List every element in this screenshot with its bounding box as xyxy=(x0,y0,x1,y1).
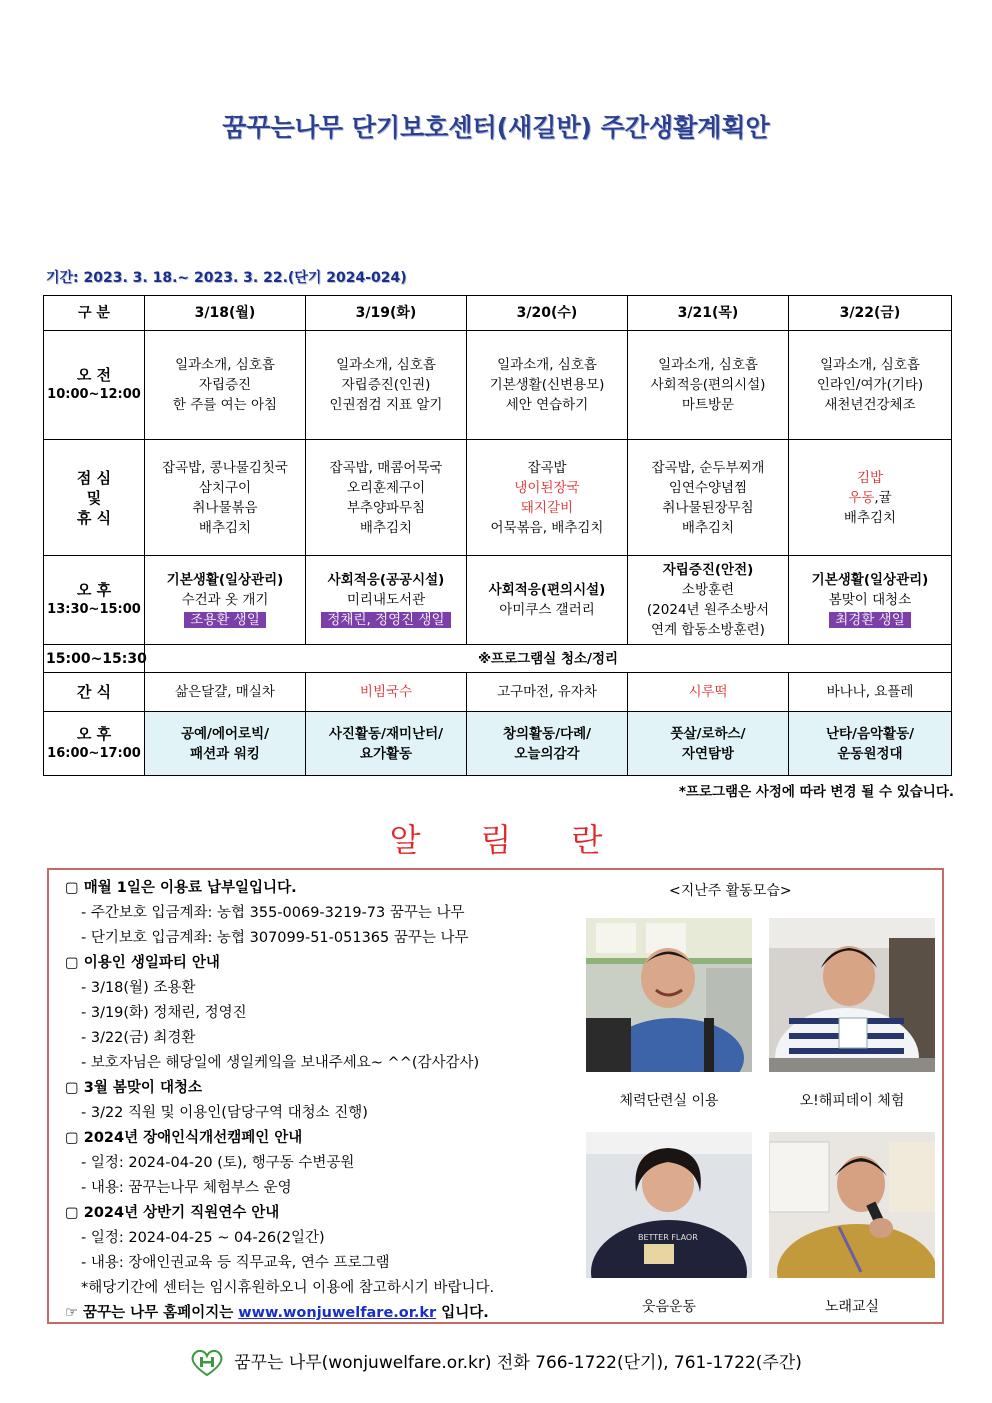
photo-caption: 노래교실 xyxy=(824,1299,880,1315)
homepage-link[interactable]: www.wonjuwelfare.or.kr xyxy=(238,1305,437,1321)
notice-item: - 일정: 2024-04-25 ~ 04-26(2일간) xyxy=(81,1230,325,1246)
notice-box xyxy=(47,868,944,1324)
row-label-morning: 오 전 10:00~12:00 xyxy=(44,331,145,440)
row-label-afternoon: 오 후 13:30~15:00 xyxy=(44,556,145,645)
late-afternoon-row xyxy=(44,712,952,776)
weekly-schedule-table xyxy=(43,295,952,776)
photo-caption: 오!해피데이 체험 xyxy=(799,1093,905,1109)
photo-caption: 웃음운동 xyxy=(641,1299,697,1315)
afternoon-cell: 기본생활(일상관리) 수건과 옷 개기 조용환 생일 xyxy=(145,556,306,645)
lunch-cell: 잡곡밥, 콩나물김칫국 삼치구이 취나물볶음 배추김치 xyxy=(145,440,306,556)
afternoon-cell: 사회적응(편의시설) 아미쿠스 갤러리 xyxy=(467,556,628,645)
day-header: 3/19(화) xyxy=(306,296,467,331)
notice-item: *해당기간에 센터는 임시휴원하오니 이용에 참고하시기 바랍니다. xyxy=(81,1280,495,1296)
activity-cell: 사진활동/재미난터/ 요가활동 xyxy=(306,712,467,776)
birthday-badge: 조용환 생일 xyxy=(184,612,266,628)
notice-item: - 3/18(월) 조용환 xyxy=(81,980,196,996)
afternoon-cell: 자립증진(안전) 소방훈련 (2024년 원주소방서 연계 합동소방훈련) xyxy=(628,556,789,645)
lunch-row xyxy=(44,440,952,556)
notice-heading: ▢ 매월 1일은 이용료 납부일입니다. xyxy=(65,880,297,896)
day-header: 3/21(목) xyxy=(628,296,789,331)
afternoon-cell: 기본생활(일상관리) 봄맞이 대청소 최경환 생일 xyxy=(789,556,952,645)
snack-cell: 고구마전, 유자차 xyxy=(467,673,628,712)
period-label: 기간: 2023. 3. 18.~ 2023. 3. 22.(단기 2024-024) xyxy=(46,270,407,286)
notice-item: - 단기보호 입금계좌: 농협 307099-51-051365 꿈꾸는 나무 xyxy=(81,930,469,946)
notice-item: - 3/22(금) 최경환 xyxy=(81,1030,196,1046)
notice-heading: ▢ 2024년 상반기 직원연수 안내 xyxy=(65,1205,280,1221)
lunch-cell: 잡곡밥, 순두부찌개 임연수양념찜 취나물된장무침 배추김치 xyxy=(628,440,789,556)
afternoon-row xyxy=(44,556,952,645)
cleanup-cell: ※프로그램실 청소/정리 xyxy=(145,645,952,673)
birthday-badge: 정채린, 정영진 생일 xyxy=(321,612,450,628)
notice-item: - 3/22 직원 및 이용인(담당구역 대청소 진행) xyxy=(81,1105,368,1121)
heart-logo-icon xyxy=(190,1350,224,1376)
cleanup-row xyxy=(44,645,952,673)
snack-row xyxy=(44,673,952,712)
morning-cell: 일과소개, 심호흡 사회적응(편의시설) 마트방문 xyxy=(628,331,789,440)
activity-cell: 창의활동/다례/ 오늘의감각 xyxy=(467,712,628,776)
morning-cell: 일과소개, 심호흡 자립증진(인권) 인권점검 지표 알기 xyxy=(306,331,467,440)
activity-cell: 난타/음악활동/ 운동원정대 xyxy=(789,712,952,776)
change-note: *프로그램은 사정에 따라 변경 될 수 있습니다. xyxy=(678,784,954,800)
photo-singing xyxy=(769,1132,935,1286)
row-label-snack: 간 식 xyxy=(44,673,145,712)
photo-gym xyxy=(586,918,752,1072)
snack-cell: 삶은달걀, 매실차 xyxy=(145,673,306,712)
notice-item: - 일정: 2024-04-20 (토), 행구동 수변공원 xyxy=(81,1155,355,1171)
page-title: 꿈꾸는나무 단기보호센터(새길반) 주간생활계획안 xyxy=(222,113,770,142)
notice-item: - 3/19(화) 정채린, 정영진 xyxy=(81,1005,247,1021)
row-label-late-afternoon: 오 후 16:00~17:00 xyxy=(44,712,145,776)
homepage-line: ☞ 꿈꾸는 나무 홈페이지는 www.wonjuwelfare.or.kr 입니다. xyxy=(65,1305,489,1321)
notice-heading: ▢ 이용인 생일파티 안내 xyxy=(65,955,220,971)
shirt-text: BETTER FLAOR xyxy=(638,1233,698,1242)
morning-row xyxy=(44,331,952,440)
notice-item: - 보호자님은 해당일에 생일케잌을 보내주세요~ ^^(감사감사) xyxy=(81,1055,480,1071)
morning-cell: 일과소개, 심호흡 자립증진 한 주를 여는 아침 xyxy=(145,331,306,440)
notice-item: - 내용: 꿈꾸는나무 체험부스 운영 xyxy=(81,1180,292,1196)
row-label-cleanup: 15:00~15:30 xyxy=(44,645,145,673)
notice-title: 알림란 xyxy=(389,821,663,859)
photo-laughter xyxy=(586,1132,752,1286)
snack-cell: 시루떡 xyxy=(628,673,789,712)
footer xyxy=(0,1348,992,1376)
birthday-badge: 최경환 생일 xyxy=(829,612,911,628)
gallery-caption: <지난주 활동모습> xyxy=(669,883,792,899)
notice-item: - 주간보호 입금계좌: 농협 355-0069-3219-73 꿈꾸는 나무 xyxy=(81,905,465,921)
row-label-lunch: 점 심 및 휴 식 xyxy=(44,440,145,556)
activity-cell: 공예/에어로빅/ 패션과 워킹 xyxy=(145,712,306,776)
header-row xyxy=(44,296,952,331)
photo-caption: 체력단련실 이용 xyxy=(619,1093,719,1109)
lunch-cell: 잡곡밥, 매콤어묵국 오리훈제구이 부추양파무침 배추김치 xyxy=(306,440,467,556)
snack-cell: 바나나, 요플레 xyxy=(789,673,952,712)
activity-cell: 풋살/로하스/ 자연탐방 xyxy=(628,712,789,776)
morning-cell: 일과소개, 심호흡 인라인/여가(기타) 새천년건강체조 xyxy=(789,331,952,440)
day-header: 3/18(월) xyxy=(145,296,306,331)
day-header: 3/20(수) xyxy=(467,296,628,331)
notice-item: - 내용: 장애인권교육 등 직무교육, 연수 프로그램 xyxy=(81,1255,390,1271)
notice-list xyxy=(65,876,585,1326)
morning-cell: 일과소개, 심호흡 기본생활(신변용모) 세안 연습하기 xyxy=(467,331,628,440)
header-label: 구 분 xyxy=(44,296,145,331)
photo-happy-day xyxy=(769,918,935,1072)
notice-heading: ▢ 3월 봄맞이 대청소 xyxy=(65,1080,202,1096)
footer-text: 꿈꾸는 나무(wonjuwelfare.or.kr) 전화 766-1722(단기), 761-1722(주간) xyxy=(234,1353,802,1373)
notice-heading: ▢ 2024년 장애인식개선캠페인 안내 xyxy=(65,1130,303,1146)
day-header: 3/22(금) xyxy=(789,296,952,331)
lunch-cell: 잡곡밥 냉이된장국 돼지갈비 어묵볶음, 배추김치 xyxy=(467,440,628,556)
afternoon-cell: 사회적응(공공시설) 미리내도서관 정채린, 정영진 생일 xyxy=(306,556,467,645)
lunch-cell: 김밥 우동,귤 배추김치 xyxy=(789,440,952,556)
snack-cell: 비빔국수 xyxy=(306,673,467,712)
